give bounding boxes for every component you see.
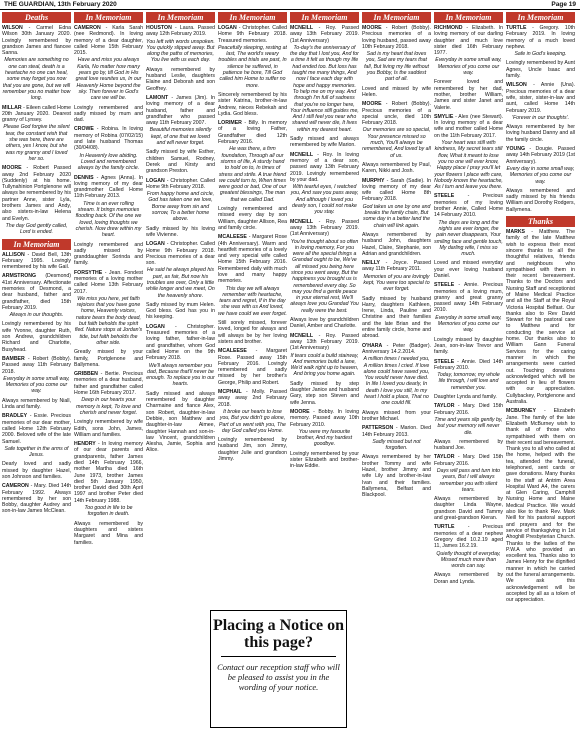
notice-surname: MCALEESE bbox=[218, 348, 247, 355]
notice-verse: Always in our thoughts. bbox=[9, 312, 64, 319]
notice-item bbox=[290, 451, 359, 470]
notice-verse: The day God gently called, Lord is ended. bbox=[5, 222, 68, 236]
notice-surname: ARMSTRONG bbox=[2, 273, 37, 280]
notice-item bbox=[218, 25, 287, 89]
notice-text: Daughter Lynda and family. bbox=[434, 394, 497, 401]
notice-verse: From happy home and circle, God has taken one we love, Borne away from sin and sorrow, To a better home above. bbox=[146, 191, 215, 223]
notice-surname: LOGAN bbox=[146, 241, 165, 248]
notice-surname: MCPHAIL bbox=[218, 389, 242, 396]
notice-text: Always missed from your brother Michael. bbox=[362, 409, 431, 422]
notice-item bbox=[2, 483, 71, 514]
notice-verse: Memories of you are lovingly kept, You were too special to ever forget. bbox=[363, 273, 430, 293]
notice-text: Lovingly remembered by wife Edith, sons John, James, William and families. bbox=[74, 419, 143, 438]
notice-surname: ALLISON bbox=[2, 251, 25, 258]
notice-surname: MILLAR bbox=[2, 104, 22, 111]
notice-text: Sadly missed by wife Esther, children Samuel, Rodney, Derek and Kirsty and grandson Preston. bbox=[146, 149, 215, 175]
section-header: In Memoriam bbox=[506, 12, 575, 23]
notice-item bbox=[146, 226, 215, 239]
column-8 bbox=[506, 11, 575, 735]
notice-text: - Jean. Fondest memories of a loving mother called Home 13th February 2017. bbox=[74, 269, 143, 295]
notice-item bbox=[506, 229, 575, 405]
notice-text: - Matthew. The family of the late Matthew wish to express their most sincere thanks to all the thoughtful relatives, friends and neighbours who sympathised with them in their recent bereavement. Thanks to the Doctors and Nursing Staff and receptionist of Maine Medical Practice and all the Staff at the Royal Victoria Hospital Belfast. Our thanks also to Rev David Stewart for his pastoral care to Matthew and for conducting the service at home. Our thanks also to William Gann Funeral Services for the caring manner in which the arrangements were carried out. Touching donations acknowledged which will be accepted in lieu of flowers with our appreciation. Cullybackey, Portglenone and Australia. bbox=[506, 229, 575, 406]
notice-verse: Deep in our hearts your memory is kept, To love and cherish and never forget. bbox=[76, 397, 141, 416]
notice-text: - Roy. In loving memory of a dear son, passed away 13th February 2019. Lovingly remembered by your dad. bbox=[290, 151, 359, 183]
section-header: In Memoriam bbox=[218, 12, 287, 23]
notice-surname: PATTERSON bbox=[362, 425, 394, 432]
notice-item bbox=[434, 114, 503, 191]
notice-verse: Everyday in some small way, Memories of you come our way. bbox=[435, 57, 502, 77]
notice-item bbox=[434, 439, 503, 452]
notice-text: Always remembered by Paul, Karen, Nikki and Josh. bbox=[362, 161, 431, 175]
notice-text: Lovingly remembered and missed every day by son William, daughter Allison, Rea and family circle. bbox=[218, 206, 287, 231]
notice-item bbox=[2, 273, 71, 318]
notice-item bbox=[74, 175, 143, 239]
notice-item bbox=[218, 320, 287, 345]
notice-text: Sadly missed by mum Helen. God bless. God has you in his keeping. bbox=[146, 301, 215, 321]
notice-item bbox=[74, 242, 143, 267]
notice-verse: With tearful eyes, I watched you, And saw you pass away, And although I loved you dearly son, I could not make you stay. bbox=[290, 184, 359, 216]
notice-item bbox=[506, 82, 575, 121]
notice-surname: WILSON bbox=[2, 25, 23, 31]
notice-item bbox=[434, 572, 503, 585]
section-header: In Memoriam bbox=[290, 12, 359, 23]
masthead-title: THE GUARDIAN, 13th February 2020 bbox=[4, 1, 117, 8]
notice-item bbox=[2, 356, 71, 395]
notice-surname: CAMERON bbox=[2, 483, 29, 490]
notice-box-divider bbox=[221, 656, 336, 657]
notice-surname: LAMONT bbox=[146, 94, 169, 101]
notice-text: Sincerely remembered by his sister Katrina, brother-in-law Andrew, nieces Rebekah and Lydia. God bless. bbox=[218, 91, 287, 117]
notice-item bbox=[2, 321, 71, 352]
notice-text: - Peter (Badger). Anniversary 14.2.2014. bbox=[362, 342, 431, 355]
notice-item bbox=[218, 92, 287, 117]
notice-text: - Robert (Bobby). Passed away 11th February 2018. bbox=[2, 355, 71, 375]
notice-text: - Elizabeth Jane. The family of the late Elizabeth McBurney wish to thank all of those who sympathised with them on their recent sad bereavement. Thank you to all who called at the home, helped with the tea, attended the funeral, telephoned, sent cards or gave donations. Many thanks to the staff at Antrim Area Hospital Ward A4, the carers at Glen Caring, Camphill Nursing Home and Maine Medical Practice. We would also like to thank Rev. Mark Neill for his pastoral support and prayers and for the service of thanksgiving in 1st Ahoghill Presbyterian Church. Thanks to the ladies of the P.W.A who provided an excellent tea. Thanks also to James Henry for the dignified manner in which he carried out the funeral arrangements. We ask this acknowledgement will be accepted by all as a token of our appreciation. bbox=[506, 408, 575, 604]
notice-text: - Alex (nee Stewart). In loving memory of a dear wife and mother called Home on the 11th February 2017. bbox=[434, 113, 503, 139]
notice-text: Sadly missed and always remembered by daughter Charmaine and fiance Alex, son Robert, daughter-in-law Debbie, son Matthew and daughter-in-law Aimee, daughter Hannah and son-in-law Vincent, grandchildren Alesha, Jamie, Sophia and Alice. bbox=[146, 390, 215, 454]
notice-item bbox=[362, 343, 431, 407]
notice-text: Lovingly remembered by Aunt Agnes, Uncle Isaac and family. bbox=[506, 60, 575, 80]
notice-item bbox=[362, 425, 431, 451]
notice-text: - Billy. In memory of a loving Father, Grandfather died 12th February 2016. bbox=[218, 120, 287, 146]
notice-surname: TURTLE bbox=[434, 524, 455, 531]
notice-item bbox=[290, 152, 359, 216]
notice-text: Sadly missed and always remembered by wife Marion. bbox=[290, 136, 359, 149]
notice-verse: Beautiful memories silently kept, of one that we loved and will never forget. bbox=[149, 127, 212, 147]
notice-surname: STEELE bbox=[434, 193, 455, 200]
notice-verse: Every day in some small way, Memories of you come our way. bbox=[506, 165, 575, 185]
notice-item bbox=[74, 25, 143, 102]
section-header: In Memoriam bbox=[362, 12, 431, 23]
notice-text: - In loving memory of our dear parents and grandparents, father James died 14th February 1966, mother Martha died 16th June 1973, brother James died 5th January 1950, brother David died 30th April 1997 and brother Peter died 14th February 1988. bbox=[74, 441, 143, 504]
notice-item bbox=[434, 524, 503, 569]
notice-verse: Sadly missed but not forgotten. bbox=[372, 438, 421, 452]
notice-surname: CAMERON bbox=[74, 25, 101, 31]
notice-text: Still sorely missed, forever loved, longed for always and will always be by her loving sisters and brother. bbox=[218, 320, 287, 345]
notice-text: - Christopher. Treasured memories of a loving father, father-in-law and grandfather, whom God called Home on the 9th February 2018. bbox=[146, 323, 215, 362]
notice-surname: MURPHY bbox=[362, 177, 385, 184]
notice-item bbox=[146, 324, 215, 388]
page-number: Page 19 bbox=[551, 1, 576, 8]
notice-verse: Safe in God's keeping. bbox=[514, 51, 567, 58]
notice-item bbox=[218, 389, 287, 434]
notice-text: Lovingly remembered and sadly missed by granddaughter Sorinda and family. bbox=[74, 241, 143, 267]
notice-verse: In Heavenly love abiding. Loved and remembered always by the family circle. bbox=[77, 152, 140, 172]
notice-verse: 'Forever in our thoughts'. bbox=[511, 114, 570, 121]
notice-surname: SMYLIE bbox=[434, 113, 454, 120]
notice-text: - Robina. In loving memory of Robina (07/02/15) and late husband Thomas (30/04/08). bbox=[74, 126, 143, 152]
notice-surname: O'HARA bbox=[362, 342, 383, 349]
notice-text: - David Bell, 13th February 1995. Lovingly remembered by his wife Gail. bbox=[2, 251, 71, 271]
section-header: In Memoriam bbox=[74, 12, 143, 23]
notice-verse: Too good in life to be forgotten in death. bbox=[84, 505, 133, 518]
notice-text: Lovingly remembered by his wife Yvonne, daughter Ruth, son Andrew, grandchildren Richard and Charlotte, Busyhead. bbox=[2, 321, 71, 353]
section-header: In Memoriam bbox=[146, 12, 215, 23]
notice-item bbox=[434, 454, 503, 493]
notice-text: Lovingly missed by daughter Jean, son-in-law Trevor and family. bbox=[434, 336, 503, 356]
notice-surname: MCNEILL bbox=[290, 332, 314, 339]
notice-verse: Memories are something no one can steal, death is a heartache no one can heal, some may forget you now that you are gone, but we will remember you no matter how long. bbox=[2, 57, 71, 102]
notice-text: - Essie. Precious memories of our dear mother, called Home 12th February 2000. Beloved wife of the late Samuel. bbox=[2, 413, 71, 445]
notice-surname: LOGAN bbox=[218, 25, 237, 31]
notice-text: Always remembered by husband John, daughters Hazel, Claire, Stephanie, son Adrian and grandchildren. bbox=[362, 231, 431, 257]
notice-verse: Today, tomorrow, my whole life through, I will love and remember you. bbox=[437, 372, 500, 391]
notice-verse: God takes us one by one and breaks the family chain, But some day in a better land the chain will link again. bbox=[362, 203, 431, 229]
notice-item bbox=[362, 454, 431, 498]
notice-verse: This day we will always remember with heartache, tears and regret, If in the day she was with us And loved, we have could we ever forget. bbox=[218, 285, 287, 317]
notice-text: - James (Jim). In loving memory of a dear husband, father and grandfather who passed away 11th February 2007. bbox=[146, 94, 215, 127]
notice-text: - Gregory. 10th February 2019. In loving memory of a much loved nephew. bbox=[506, 25, 575, 50]
notice-text: - Mary. Died 15th February 2016. bbox=[434, 454, 503, 467]
notice-text: - Roy. Passed away 13th February 2019. (1st Anniversary) bbox=[290, 218, 359, 238]
notice-verse: The days are long and the nights are ever longer, the pain never disappears, Your smiling face and gentle touch, My darling wife, I miss so much. bbox=[434, 219, 503, 258]
notice-verse: Safe together in the arms of Jesus. bbox=[4, 445, 69, 459]
notice-item bbox=[434, 25, 503, 76]
column-7 bbox=[434, 11, 503, 735]
placing-notice-box bbox=[210, 610, 347, 728]
notice-verse: Time and years slip gently by, but your memory will never die. bbox=[434, 416, 503, 436]
notice-item bbox=[74, 419, 143, 438]
notice-item bbox=[362, 86, 431, 99]
notice-verse: We miss you here, yet faith rejoices that you have gone home, Heavenly voices, nature bears the body dead, but faith beholds the spirit fled. Nature stops at Jordan's tide, but faith beholds the other side. bbox=[74, 295, 143, 346]
notice-item bbox=[2, 398, 71, 411]
notice-surname: HOUSTON bbox=[146, 25, 172, 31]
notice-verse: Sad is my heart that loves you, Sad are my tears that fall, But living my life without you Bobby, Is the saddest part of all. bbox=[364, 51, 429, 83]
notice-item bbox=[2, 165, 71, 235]
section-header: In Memoriam bbox=[434, 12, 503, 23]
notice-text: - Karla Sarah (nee Redmond). In loving memory of a dear daughter, called Home 15th February 2015. bbox=[74, 25, 143, 57]
notice-item bbox=[218, 348, 287, 386]
notice-item bbox=[146, 149, 215, 174]
notice-verse: You were my favourite brother, And my hardest goodbye. bbox=[296, 428, 353, 448]
notice-text: Sadly missed by step daughter Janice and husband Gary, step son Steven and wife Jenna. bbox=[290, 380, 359, 406]
notice-text: - Molly. Passed away away 2nd February 2018. bbox=[218, 389, 287, 408]
notice-verse: Our memories are so special, Your presence missed so much, You'll always be remembered, And loved by all of us. bbox=[362, 127, 431, 159]
notice-surname: CROWE bbox=[74, 126, 94, 133]
notice-surname: LOGAN bbox=[146, 323, 165, 330]
notice-verse: We'll always remember you dad, Because that'll never be enough. To replace you in our hearts. bbox=[146, 362, 215, 388]
notice-text: - Annie. Died 14th February 2010. bbox=[434, 358, 503, 371]
notice-item bbox=[434, 394, 503, 400]
notice-text: - Joyce. Passed away 11th February 2011. bbox=[362, 260, 431, 273]
notice-text: Lovingly remembered and sadly missed by mum and dad. bbox=[74, 104, 143, 124]
notice-verse: Your heart was still with kindness, My secret tears still flow, What it meant to lose you no one will ever know, Happy place I pray you'll let your flowers I place with care, Nobody knows the heartache, As I turn and leave you there. bbox=[434, 140, 503, 191]
notice-item bbox=[434, 337, 503, 356]
notice-item bbox=[506, 408, 575, 603]
notice-text: Always remembered by her loving husband Danny and all the family circle. bbox=[506, 124, 575, 143]
notice-text: - Agnes (Anna). In loving memory of my dear grandmother Called Home 11th February 2013. bbox=[74, 174, 143, 200]
notice-text: - Precious memories of a dear nephew Gregory died 10.2.19 aged 11, James 16.2.19. bbox=[434, 524, 503, 550]
section-header: Deaths bbox=[2, 12, 71, 23]
notice-item bbox=[290, 317, 359, 330]
notice-verse: Time is an ever rolling stream. It brings memories flooding back. Of the one we loved, loving thoughts we cherish. Now drew within my heart. bbox=[75, 200, 142, 239]
notice-text: - Roy. Passed away 13th February 2019. (1st Anniversary) bbox=[290, 332, 359, 352]
section-header: In Memoriam bbox=[2, 239, 71, 250]
notice-verse: He was there, a firm foundation, Through all our storms of life, A sturdy hand to hold on to, In times of stress and strife. A true friend we could turn to, When times were good or bad, One of our greatest blessings, The man that we called Dad. bbox=[218, 146, 287, 203]
notice-surname: LOGAN bbox=[146, 177, 165, 184]
notice-surname: NEILLY bbox=[362, 260, 380, 267]
notice-text: Always remembered by husband Joe. bbox=[434, 438, 503, 452]
notice-text: - Sarah (Sadie). In loving memory of my dear wife called Home 8th February 2018. bbox=[362, 177, 431, 203]
notice-text: Always remembered and sadly missed by his friends William and Dorothy Rodgers, Ballymena. bbox=[506, 187, 575, 213]
notice-text: - Annie. Precious memories of a loving mum, granny and great granny passed away 14th February 2010. bbox=[434, 282, 503, 314]
notice-item bbox=[362, 260, 431, 292]
notice-text: - Christopher. Called Home 9th February 2018. Treasured memories. bbox=[218, 25, 287, 44]
notice-verse: Peacefully sleeping, resting at last, The world's weary troubles and trials are past, In silence he suffered, in patience he bore, Till God called him Home to suffer no more. bbox=[218, 44, 287, 89]
notice-surname: GRIBBEN bbox=[74, 371, 98, 378]
notice-item bbox=[290, 381, 359, 406]
notice-surname: MCALEESE bbox=[218, 234, 247, 241]
notice-item bbox=[146, 67, 215, 92]
column-6 bbox=[362, 11, 431, 735]
notice-text: Sadly missed by his loving wife Vivienne. bbox=[146, 225, 215, 238]
notice-item bbox=[218, 234, 287, 317]
notice-box-headline: Placing a Notice on this page? bbox=[212, 617, 345, 651]
notice-item bbox=[434, 79, 503, 110]
column-4 bbox=[218, 11, 287, 607]
notice-text: Dearly loved and sadly missed by daughter Hazel, son Johnson and families. bbox=[2, 461, 71, 480]
notice-item bbox=[146, 178, 215, 223]
notice-text: Sadly missed by husband Harry, daughters Kathleen, Irene, Linda, Pauline and Christine and their families and the late Brian and the entire family circle, home and abroad. bbox=[362, 295, 431, 340]
notice-item bbox=[74, 126, 143, 171]
notice-surname: STEELE bbox=[434, 358, 455, 365]
notice-item bbox=[290, 25, 359, 133]
notice-text: - Elizabeth. In loving memory of our darling daughter and much love sister died 16th February 1977. bbox=[434, 25, 503, 57]
notice-item bbox=[506, 124, 575, 143]
notice-text: Always remembered by her brother Tommy and wife Hazel, brother Jimmy and wife Lily and brother-in-law Ivan and their families. Ballymena, Belfast and Blackpool. bbox=[362, 454, 431, 499]
notice-text: - Annie (Una). Precious memories of a dear wife, sister, sister-in-law and aunt, called Home 14th February 2019. bbox=[506, 82, 575, 114]
notice-verse: Days will pass and turn into years, But I will always remember you with silent tears. bbox=[436, 468, 501, 493]
notice-item bbox=[290, 136, 359, 149]
notice-item bbox=[74, 105, 143, 124]
notice-text: Always remembered by Doran and Lynda. bbox=[434, 572, 503, 585]
notice-surname: YOUNG bbox=[506, 146, 526, 153]
notice-item bbox=[506, 25, 575, 57]
notice-item bbox=[362, 178, 431, 229]
notice-text: Greatly missed by your family, Portglenone and Ballymena. bbox=[74, 349, 143, 368]
notice-item bbox=[506, 146, 575, 185]
notice-text: - Marion. Died 14th February 2013. bbox=[362, 425, 431, 438]
notice-item bbox=[290, 333, 359, 378]
notice-surname: MCNEILL bbox=[290, 25, 314, 31]
notice-surname: FORSYTHE bbox=[74, 269, 103, 276]
notice-item bbox=[146, 241, 215, 299]
notice-surname: MCNEILL bbox=[290, 151, 314, 158]
notice-verse: You're thought about so often in loving memory, For you were all the special things a Grandad ought to be, We've all missed you being here since you went away, But the happiness you brought us is remembered every day. So may you find a gentle peace in your eternal rest, We'll always love you Grandad You really were the best. bbox=[290, 238, 359, 314]
notice-item bbox=[146, 391, 215, 454]
notice-text: Loved and missed everyday your ever loving husband Daniel. bbox=[434, 260, 503, 279]
notice-item bbox=[362, 232, 431, 257]
notice-surname: RICHMOND bbox=[434, 25, 463, 31]
notice-surname: MOORE bbox=[2, 165, 22, 172]
notice-verse: Everyday in some small way, Memories of you come our way. bbox=[3, 375, 70, 395]
column-3 bbox=[146, 11, 215, 735]
notice-item bbox=[434, 282, 503, 333]
notice-item bbox=[290, 219, 359, 314]
notice-item bbox=[434, 496, 503, 521]
notice-text: - Robert (Bobby). Precious memories of a special uncle, died 10th February 2018. bbox=[362, 101, 431, 127]
notice-surname: MOORE bbox=[362, 25, 382, 31]
notice-text: - Christopher. Called Home 9th February 2018. Precious memories of a dear son. bbox=[146, 241, 215, 267]
column-1 bbox=[2, 11, 71, 735]
notice-item bbox=[218, 120, 287, 203]
notice-text: Always remembered by husband Leslie, daughters Elaine and Deborah and son Geoffrey. bbox=[146, 66, 215, 92]
notice-item bbox=[2, 25, 71, 102]
notice-verse: Have and miss you always Karla, No matter how many years go by, till God in His great love reunites us, In our Heavenly Home beyond the sky. Then forever in God's care we will be. bbox=[75, 57, 142, 102]
notice-item bbox=[506, 188, 575, 213]
notice-item bbox=[362, 296, 431, 340]
notice-surname: HENDRY bbox=[74, 441, 96, 448]
notice-item bbox=[362, 410, 431, 423]
notice-verse: A million times I needed you, A million times I cried. If love alone could have saved you, You would never have died. In life I loved you dearly, In death I love you still, In my heart I hold a place, That no one could fill. bbox=[363, 356, 430, 407]
masthead bbox=[0, 0, 580, 10]
notice-text: Always remembered by Niall, Linda and family. bbox=[2, 397, 71, 411]
notice-item bbox=[434, 193, 503, 257]
notice-text: Loved and missed by wife Helen. bbox=[362, 85, 431, 98]
notice-text: - Dougie. Passed away 14th February 2019 (1st Anniversary). bbox=[506, 146, 575, 165]
notice-surname: BAMBER bbox=[2, 355, 25, 362]
column-2 bbox=[74, 11, 143, 735]
notice-text: - Christopher. Called Home 9th February 2018. bbox=[146, 177, 215, 190]
notice-text: - Robert Passed away 2nd February 2020 (Suddenly) at his home. Tullynahinion Portglenone will always be remembered by his partner Anne, sister Lyla, brothers James and Andy, also sisters-in-law Helena and Evelyn. bbox=[2, 165, 71, 222]
notice-surname: MOORE bbox=[362, 101, 382, 108]
notice-item bbox=[218, 437, 287, 462]
notice-item bbox=[434, 260, 503, 279]
notice-surname: STEELE bbox=[434, 282, 455, 289]
notice-text: Lovingly remembered by your sister Elizabeth and brother-in-law Eddie. bbox=[290, 450, 359, 470]
notice-surname: BRADLEY bbox=[2, 413, 28, 420]
notice-text: - Mary. Died 14th February 1992. Always remembered by her son Bobby, daughter Audrey and son-in-law James McClean. bbox=[2, 483, 71, 515]
notice-surname: TAYLOR bbox=[434, 403, 455, 410]
notice-surname: MARKS bbox=[506, 229, 526, 236]
notice-item bbox=[146, 95, 215, 146]
notice-text: - Robert (Bobby). Precious memories of a loving husband, passed away 10th February 2018. bbox=[362, 25, 431, 50]
notice-text: - Margaret Rose (4th Anniversary). Warm and heartfelt memories of a lovely and very special wife called Home 15th February 2016. Remembered daily with much love and many happy memories. bbox=[218, 234, 287, 285]
notice-text: - Bertie. Precious memories of a dear husband, father and grandfather called Home 16th February 2017. bbox=[74, 371, 143, 397]
notice-verse: Please God forgive the silent tear, the constant wish that she was here, there are others, yes I know, but she was my granny and I loved her so. bbox=[3, 124, 70, 162]
notice-verse: He said he always played his part, as fair, But now his troubles are over, Only a little while longer and we meet, On the heavenly shore. bbox=[146, 267, 215, 299]
notice-text: - Mary. Died 15th February 2016. bbox=[434, 403, 503, 416]
notice-verse: Quietly thought of everyday, Missed much more than words can say. bbox=[436, 550, 501, 570]
notice-surname: LORIMER bbox=[218, 120, 242, 127]
notice-text: - Carmel Edna Wilson 30th January 2020. Lovingly remembered by grandson James and fiancee Sanna. bbox=[2, 25, 71, 57]
notice-verse: Everyday in some small way, Memories of you come our way. bbox=[435, 314, 502, 334]
notice-item bbox=[2, 413, 71, 458]
notice-text: - Eileen called Home 20th January 2020. Dearest granny of Lynsey. bbox=[2, 104, 71, 124]
notice-item bbox=[506, 60, 575, 79]
notice-item bbox=[74, 371, 143, 416]
notice-surname: DENNIS bbox=[74, 174, 94, 181]
notice-item bbox=[74, 441, 143, 518]
notice-item bbox=[146, 25, 215, 64]
notice-surname: MCBURNEY bbox=[506, 408, 536, 415]
notice-verse: If tears could a build stairway, And memories build a lane, We'd walk right up to heaven, And bring you home again. bbox=[290, 352, 359, 378]
notice-surname: TAYLOR bbox=[434, 454, 455, 461]
notice-item bbox=[2, 252, 71, 271]
notice-item bbox=[434, 359, 503, 391]
notice-text: Forever loved and remembered by her dad, mother, brother William, James and sister Janet and Valerie. bbox=[434, 79, 503, 111]
notice-item bbox=[2, 461, 71, 480]
notice-item bbox=[2, 105, 71, 163]
notice-verse: You left with words unspoken. You quickly slipped away. But along the paths of memories, You live with us each day. bbox=[146, 38, 215, 64]
notice-item bbox=[146, 302, 215, 321]
notice-surname: WILSON bbox=[506, 82, 527, 89]
notice-item bbox=[74, 521, 143, 546]
notice-box-body: Contact our reception staff who will be pleased to assist you in the wording of your notice. bbox=[217, 662, 340, 692]
notice-text: Always love by grandchildren Daniel, Amber and Charlotte. bbox=[290, 317, 359, 330]
notice-item bbox=[290, 409, 359, 448]
notice-text: - Roy. Passed away 13th February 2019. (1st Anniversary) bbox=[290, 25, 359, 44]
notice-text: (Desmond) 41st Anniversary. Affectionate memories of Desmond, a dear husband, father and grandfather, died 15th February 2019. bbox=[2, 273, 71, 311]
notice-item bbox=[434, 403, 503, 435]
notice-surname: MCNEILL bbox=[290, 218, 314, 225]
notice-text: - Precious memories of my loving brother Annie, Called Home 14 February 2010. bbox=[434, 193, 503, 219]
notice-text: - Bobby. In loving memory. Passed away 10th February 2010. bbox=[290, 408, 359, 428]
notice-verse: It broke our hearts to lose you, But you didn't go alone, Part of us went with you, The day God called you Home. bbox=[219, 408, 286, 434]
notice-item bbox=[362, 162, 431, 175]
notice-item bbox=[362, 101, 431, 159]
notice-item bbox=[74, 270, 143, 347]
notice-item bbox=[218, 206, 287, 231]
notice-text: - Margaret Rose. Passed away 15th February 2016. Lovingly remembered and sadly missed by her brother's George, Philip and Robert. bbox=[218, 348, 287, 386]
notice-text: Lovingly remembered by husband Jim, son Jimmy, daughter Julie and grandson Jimmy. bbox=[218, 437, 287, 462]
section-header: Thanks bbox=[506, 216, 575, 227]
notice-surname: TURTLE bbox=[506, 25, 527, 31]
notice-surname: MOORE bbox=[290, 408, 310, 415]
notice-text: - Laura. Passed away 12th February 2019. bbox=[146, 25, 215, 38]
notice-text: Always remembered by daughter Linda Wayne, grandson David and Tammy and great-grandson Kieran. bbox=[434, 496, 503, 522]
notice-verse: To-day's the anniversary of the day that I lost you, And for a time it felt as though my life had ended too. But loss has taught me many things, And now I face each day with hope and happy memories. To help me on my way. And through I'm full of sadness that you're no longer here, Your influence still guides me, And I still feel you near who shared will never die, It lives within my dearest heart. bbox=[290, 44, 359, 133]
notice-item bbox=[362, 25, 431, 83]
notice-item bbox=[74, 349, 143, 368]
notice-text: Always remembered by daughters and sisters Margaret and Mina and families. bbox=[74, 520, 143, 546]
